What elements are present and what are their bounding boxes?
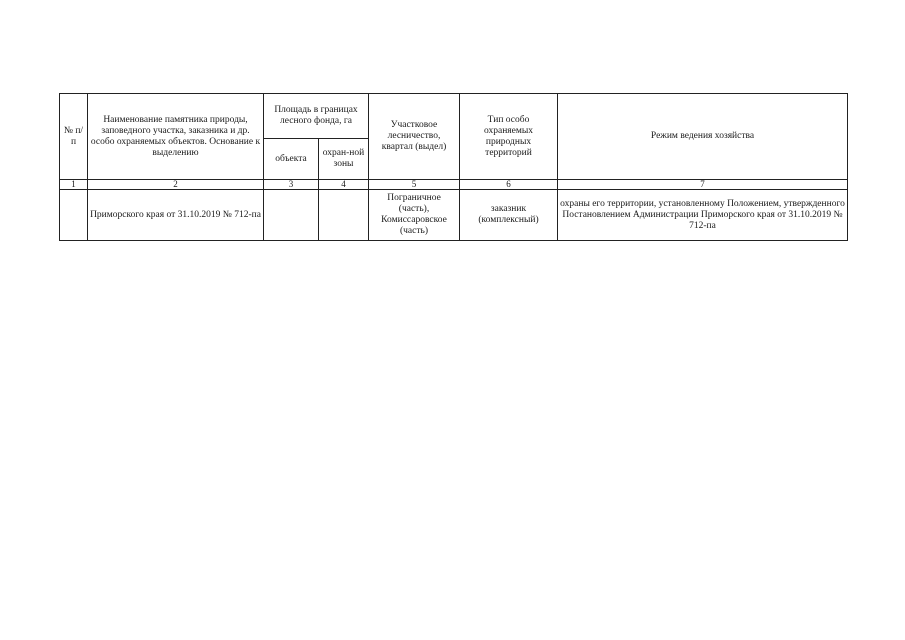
header-forestry: Участковое лесничество, квартал (выдел) [369, 94, 460, 180]
column-number: 3 [264, 180, 319, 190]
header-area-object: объекта [264, 139, 319, 180]
header-name: Наименование памятника природы, заповедного участка, заказника и др. особо охраняемых объектов. Основание к выделению [88, 94, 264, 180]
header-management-mode: Режим ведения хозяйства [558, 94, 848, 180]
table-row [60, 190, 848, 241]
forest-fund-table [59, 93, 848, 241]
column-numbers-row [60, 180, 848, 190]
cell-area-protection-zone [319, 190, 369, 241]
column-number: 2 [88, 180, 264, 190]
column-number: 4 [319, 180, 369, 190]
header-area-protection-zone: охран-ной зоны [319, 139, 369, 180]
header-row-1 [60, 94, 848, 139]
cell-management-mode: охраны его территории, установленному Положением, утвержденного Постановлением Администрации Приморского края от 31.10.2019 № 712-па [558, 190, 848, 241]
column-number: 1 [60, 180, 88, 190]
cell-number [60, 190, 88, 241]
header-territory-type: Тип особо охраняемых природных территорий [460, 94, 558, 180]
header-area-group: Площадь в границах лесного фонда, га [264, 94, 369, 139]
column-number: 7 [558, 180, 848, 190]
cell-name: Приморского края от 31.10.2019 № 712-па [88, 190, 264, 241]
column-number: 6 [460, 180, 558, 190]
cell-area-object [264, 190, 319, 241]
cell-territory-type: заказник (комплексный) [460, 190, 558, 241]
header-number: № п/п [60, 94, 88, 180]
column-number: 5 [369, 180, 460, 190]
cell-forestry: Пограничное (часть), Комиссаровское (часть) [369, 190, 460, 241]
